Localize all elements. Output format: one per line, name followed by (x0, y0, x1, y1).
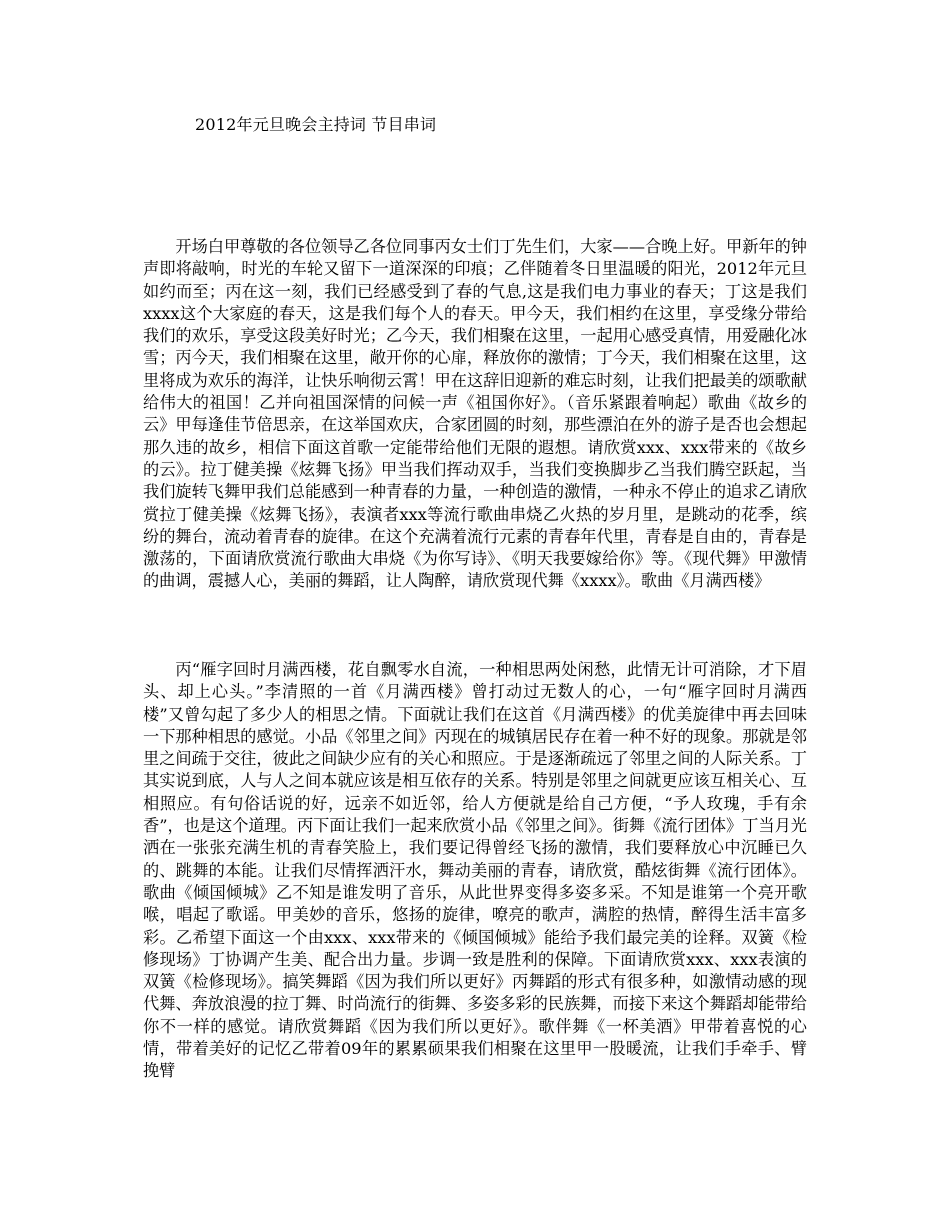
body-paragraph-opening: 开场白甲尊敬的各位领导乙各位同事丙女士们丁先生们，大家——合晚上好。甲新年的钟声即将敲响，时光的车轮又留下一道深深的印痕；乙伴随着冬日里温暖的阳光，2012年元旦如约而至；丙在这一刻，我们已经感受到了春的气息,这是我们电力事业的春天；丁这是我们xxxx这个大家庭的春天，这是我们每个人的春天。甲今天，我们相约在这里，享受缘分带给我们的欢乐，享受这段美好时光；乙今天，我们相聚在这里，一起用心感受真情，用爱融化冰雪；丙今天，我们相聚在这里，敞开你的心扉，释放你的激情；丁今天，我们相聚在这里，这里将成为欢乐的海洋，让快乐响彻云霄！甲在这辞旧迎新的难忘时刻，让我们把最美的颂歌献给伟大的祖国！乙并向祖国深情的问候一声《祖国你好》。（音乐紧跟着响起）歌曲《故乡的云》甲每逢佳节倍思亲，在这举国欢庆，合家团圆的时刻，那些漂泊在外的游子是否也会想起那久违的故乡，相信下面这首歌一定能带给他们无限的遐想。请欣赏xxx、xxx带来的《故乡的云》。拉丁健美操《炫舞飞扬》甲当我们挥动双手，当我们变换脚步乙当我们腾空跃起，当我们旋转飞舞甲我们总能感到一种青春的力量，一种创造的激情，一种永不停止的追求乙请欣赏拉丁健美操《炫舞飞扬》，表演者xxx等流行歌曲串烧乙火热的岁月里，是跳动的花季，缤纷的舞台，流动着青春的旋律。在这个充满着流行元素的青春年代里，青春是自由的，青春是激荡的，下面请欣赏流行歌曲大串烧《为你写诗》、《明天我要嫁给你》等。《现代舞》甲激情的曲调，震撼人心，美丽的舞蹈，让人陶醉，请欣赏现代舞《xxxx》。歌曲《月满西楼》 (143, 237, 807, 591)
body-paragraph-continued: 丙“雁字回时月满西楼，花自飘零水自流，一种相思两处闲愁，此情无计可消除，才下眉头、却上心头。”李清照的一首《月满西楼》曾打动过无数人的心，一句“雁字回时月满西楼”又曾勾起了多少人的相思之情。下面就让我们在这首《月满西楼》的优美旋律中再去回味一下那种相思的感觉。小品《邻里之间》丙现在的城镇居民存在着一种不好的现象。那就是邻里之间疏于交往，彼此之间缺少应有的关心和照应。于是逐渐疏远了邻里之间的人际关系。丁其实说到底，人与人之间本就应该是相互依存的关系。特别是邻里之间就更应该互相关心、互相照应。有句俗话说的好，远亲不如近邻，给人方便就是给自己方便，“予人玫瑰，手有余香”，也是这个道理。丙下面让我们一起来欣赏小品《邻里之间》。街舞《流行团体》丁当月光洒在一张张充满生机的青春笑脸上，我们要记得曾经飞扬的激情，我们要释放心中沉睡已久的、跳舞的本能。让我们尽情挥洒汗水，舞动美丽的青春，请欣赏，酷炫街舞《流行团体》。歌曲《倾国倾城》乙不知是谁发明了音乐，从此世界变得多姿多采。不知是谁第一个亮开歌喉，唱起了歌谣。甲美妙的音乐，悠扬的旋律，嘹亮的歌声，满腔的热情，醉得生活丰富多彩。乙希望下面这一个由xxx、xxx带来的《倾国倾城》能给予我们最完美的诠释。双簧《检修现场》丁协调产生美、配合出力量。步调一致是胜利的保障。下面请欣赏xxx、xxx表演的双簧《检修现场》。搞笑舞蹈《因为我们所以更好》丙舞蹈的形式有很多种，如激情动感的现代舞、奔放浪漫的拉丁舞、时尚流行的街舞、多姿多彩的民族舞，而接下来这个舞蹈却能带给你不一样的感觉。请欣赏舞蹈《因为我们所以更好》。歌伴舞《一杯美酒》甲带着喜悦的心情，带着美好的记忆乙带着09年的累累硕果我们相聚在这里甲一股暖流，让我们手牵手、臂挽臂 (143, 660, 807, 1081)
document-title: 2012年元旦晚会主持词 节目串词 (195, 115, 437, 134)
